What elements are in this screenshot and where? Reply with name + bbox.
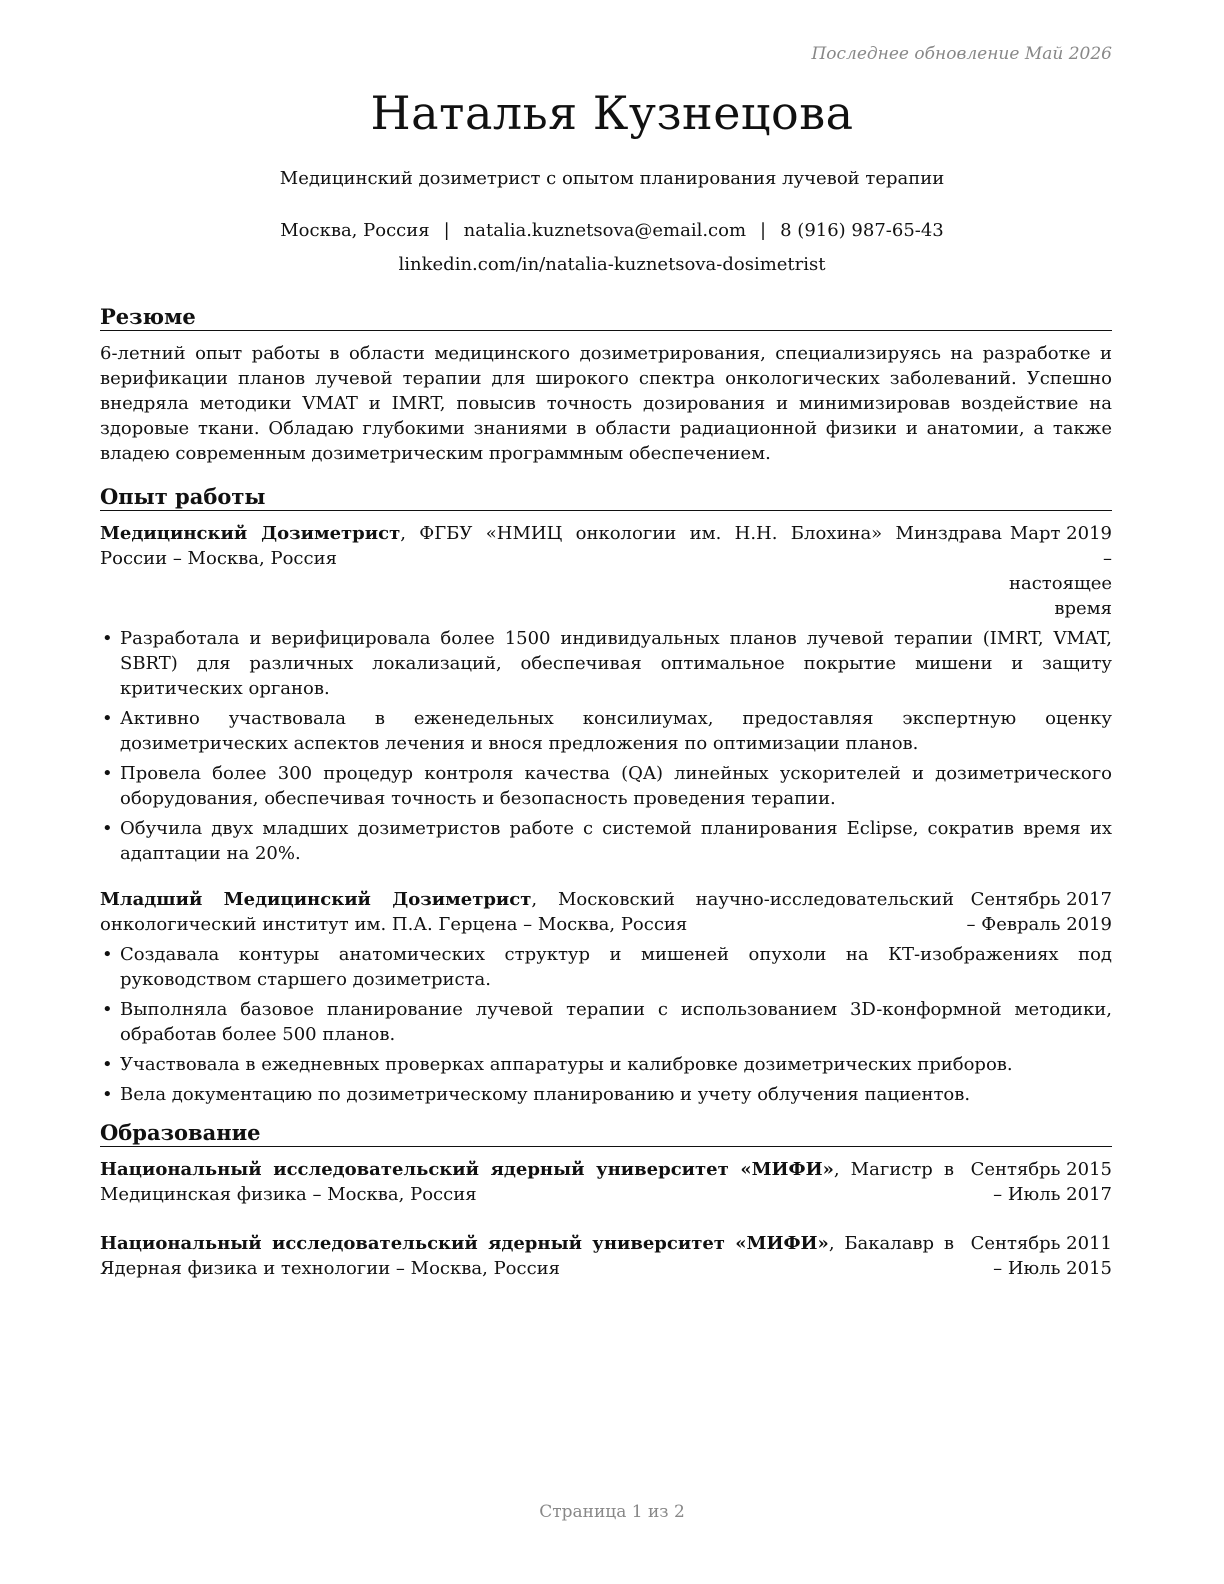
job-org: , Московский научно-исследовательский онкологический институт им. П.А. Герцена – Москва, Россия <box>100 889 954 935</box>
section-title-experience: Опыт работы <box>100 484 1112 511</box>
job-title-line <box>100 521 1002 621</box>
job-org: , ФГБУ «НМИЦ онкологии им. Н.Н. Блохина» Минздрава России – Москва, Россия <box>100 523 1002 569</box>
contact-line <box>0 220 1224 241</box>
job-entry <box>100 521 1112 866</box>
education-dates: Сентябрь 2015 – Июль 2017 <box>970 1159 1112 1205</box>
education-title-line <box>100 1231 954 1281</box>
job-title-line <box>100 887 954 937</box>
degree: , Магистр в Медицинская физика – Москва, Россия <box>100 1159 955 1205</box>
section-title-education: Образование <box>100 1120 1112 1147</box>
job-bullet: • Обучила двух младших дозиметристов работе с системой планирования Eclipse, сократив время их адаптации на 20%. <box>102 818 1112 864</box>
last-updated: Последнее обновление Май 2026 <box>811 44 1112 64</box>
headline: Медицинский дозиметрист с опытом планирования лучевой терапии <box>279 168 945 189</box>
section-title-summary: Резюме <box>100 304 1112 331</box>
job-role: Медицинский Дозиметрист <box>100 523 401 544</box>
education-entry <box>100 1157 1112 1207</box>
school-name: Национальный исследовательский ядерный университет «МИФИ» <box>100 1159 834 1180</box>
job-dates: Март 2019 – настоящее время <box>1009 523 1112 619</box>
degree: , Бакалавр в Ядерная физика и технологии – Москва, Россия <box>100 1233 955 1279</box>
education-title-line <box>100 1157 954 1207</box>
education-dates: Сентябрь 2011 – Июль 2015 <box>970 1233 1112 1279</box>
separator: | <box>760 220 767 241</box>
job-entry <box>100 887 1112 1107</box>
job-bullet: • Участвовала в ежедневных проверках аппаратуры и калибровке дозиметрических приборов. <box>102 1054 1013 1075</box>
job-bullet: • Выполняла базовое планирование лучевой терапии с использованием 3D-конформной методики, обработав более 500 планов. <box>102 999 1112 1045</box>
candidate-name: Наталья Кузнецова <box>370 86 854 140</box>
location: Москва, Россия <box>280 220 430 241</box>
summary-text: 6-летний опыт работы в области медицинского дозиметрирования, специализируясь на разработке и верификации планов лучевой терапии для широкого спектра онкологических заболеваний. Успешно внедряла методики VMAT и IMRT, повысив точность дозирования и минимизировав воздействие на здоровые ткани. Обладаю глубокими знаниями в области радиационной физики и анатомии, а также владею современным дозиметрическим программным обеспечением. <box>100 343 1112 464</box>
job-bullet: • Провела более 300 процедур контроля качества (QA) линейных ускорителей и дозиметрического оборудования, обеспечивая точность и безопасность проведения терапии. <box>102 763 1112 809</box>
school-name: Национальный исследовательский ядерный университет «МИФИ» <box>100 1233 829 1254</box>
job-bullet: • Вела документацию по дозиметрическому планированию и учету облучения пациентов. <box>102 1084 971 1105</box>
page-number: Страница 1 из 2 <box>539 1502 685 1522</box>
job-bullet: • Создавала контуры анатомических структур и мишеней опухоли на КТ-изображениях под руководством старшего дозиметриста. <box>102 944 1112 990</box>
linkedin-link[interactable]: linkedin.com/in/natalia-kuznetsova-dosimetrist <box>398 254 826 275</box>
email-link[interactable]: natalia.kuznetsova@email.com <box>463 220 747 241</box>
separator: | <box>443 220 450 241</box>
education-entry <box>100 1231 1112 1281</box>
job-role: Младший Медицинский Дозиметрист <box>100 889 532 910</box>
phone: 8 (916) 987-65-43 <box>780 220 944 241</box>
resume-content <box>100 304 1112 1281</box>
job-dates: Сентябрь 2017 – Февраль 2019 <box>966 889 1112 935</box>
job-bullet: • Активно участвовала в еженедельных консилиумах, предоставляя экспертную оценку дозиметрических аспектов лечения и внося предложения по оптимизации планов. <box>102 708 1112 754</box>
job-bullet: • Разработала и верифицировала более 1500 индивидуальных планов лучевой терапии (IMRT, VMAT, SBRT) для различных локализаций, обеспечивая оптимальное покрытие мишени и защиту критических органов. <box>102 628 1112 699</box>
